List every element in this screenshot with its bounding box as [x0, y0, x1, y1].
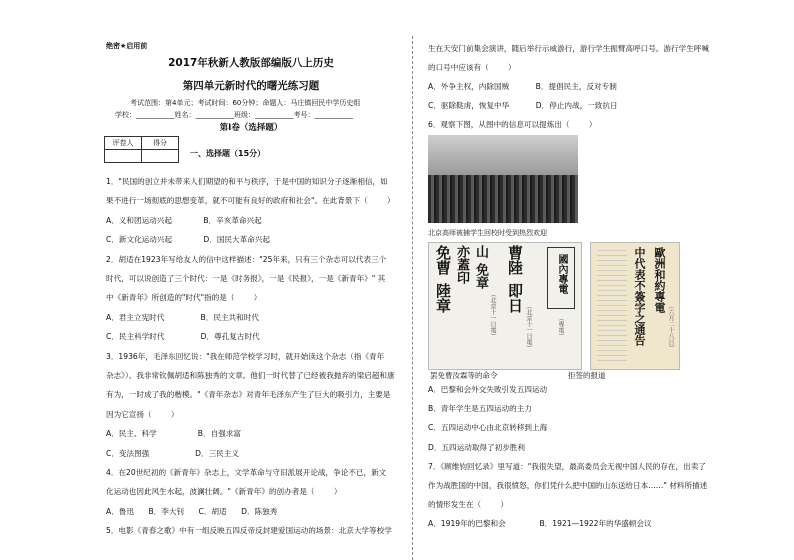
text-line: 时代，可以说创造了三个时代：一是《时务报》，一是《民报》，一是《新青年》" 其: [106, 274, 386, 283]
telegram-col4: 曹陸: [506, 245, 524, 275]
page-subtitle: 第四单元新时代的曙光练习题: [182, 80, 320, 92]
telegram-col1b: 陸章: [434, 283, 452, 313]
newspaper-headline: 中代表不簽字之通告: [633, 247, 646, 346]
text-line: 作为战胜国的中国，我很愤怒，你们凭什么把中国的山东送给日本……" 材料所描述: [428, 481, 708, 490]
telegram-col3b: 免章: [473, 263, 488, 289]
text-line: 4．在20世纪初的《新青年》杂志上，文学革命与守旧派展开论战，争论不已，新文: [106, 468, 387, 477]
text-line: 的情形发生在（ ）: [428, 500, 509, 510]
score-table: [104, 136, 179, 163]
text-line: 的口号中应该有（ ）: [428, 63, 516, 72]
text-line: B．青年学生是五四运动的主力: [428, 404, 532, 414]
photo-caption: 北京高师被捕学生回校时受到热烈欢迎: [428, 229, 547, 237]
text-line: 6．观察下图，从图中的信息可以提炼出（ ）: [428, 120, 597, 129]
section-heading: 一、选择题（15分）: [190, 149, 266, 158]
telegram-box-title: 國內專電: [556, 254, 567, 294]
student-info-line: 学校：___________姓名：___________班级：___________考号：___________: [115, 111, 353, 119]
right-column: [418, 0, 794, 560]
text-line: 化运动也因此风生水起，波澜壮阔。"《新青年》的创办者是（ ）: [106, 487, 342, 497]
text-line: 杂志》）。我非常钦佩胡适和陈独秀的文章。他们一时代替了已经被我抛弃的梁启超和康: [106, 371, 395, 380]
image-caption-right: 拒签的报道: [568, 371, 606, 380]
text-line: A．鲁迅 B．李大钊 C．胡适 D．陈独秀: [106, 506, 278, 516]
telegram-note-3: （專電）: [557, 315, 564, 339]
column-divider: [412, 36, 413, 560]
text-line: A．1919年的巴黎和会 B．1921—1922年的华盛顿会议: [428, 519, 652, 529]
secret-mark: 绝密★启用前: [106, 42, 148, 50]
text-line: 5．电影《青春之歌》中有一组反映五四反帝反封建爱国运动的场景：北京大学等校学: [106, 526, 392, 536]
text-line: C．变法图强 D．三民主义: [106, 448, 239, 458]
text-line: C．新文化运动兴起 D．国民大革命兴起: [106, 235, 271, 245]
score-table-cell[interactable]: [105, 150, 142, 163]
text-line: C．驱除鞑虏，恢复中华 D．停止内战，一致抗日: [428, 101, 618, 110]
text-line: 2．胡适在1923年写给友人的信中这样描述："25年来，只有三个杂志可以代表三个: [106, 254, 387, 264]
image-caption-left: 罢免曹汝霖等的命令: [430, 371, 498, 380]
telegram-note-1: （北京十一日電）: [489, 291, 496, 339]
telegram-image: [428, 242, 582, 370]
newspaper-subhead: 歐洲和約專電: [653, 247, 666, 313]
newspaper-image: [590, 242, 680, 370]
text-line: A．民主、科学 B．自强求富: [106, 429, 241, 439]
exam-info: 考试范围：第4单元；考试时间：60分钟；命题人：马庄镇回民中学历史组: [130, 99, 361, 107]
score-table-score: 得分: [142, 137, 179, 150]
text-line: D．五四运动取得了初步胜利: [428, 442, 525, 452]
telegram-note-2: （北京十一日電）: [525, 303, 532, 351]
score-table-grader: 评卷人: [105, 137, 142, 150]
text-line: A．君主立宪时代 B．民主共和时代: [106, 312, 259, 322]
text-line: 3．1936年，毛泽东回忆说："我在师范学校学习时，就开始读这个杂志（指《青年: [106, 351, 385, 361]
volume-heading: 第I卷（选择题）: [219, 123, 283, 133]
text-line: 7．《顾维钧回忆录》里写道："我很失望，最高委员会无视中国人民的存在，出卖了: [428, 461, 706, 471]
telegram-col2: 亦蓋印: [454, 245, 469, 284]
text-line: A．外争主权，内除国贼 B．提倡民主，反对专制: [428, 82, 617, 91]
text-line: 1．"民国的创立并未带来人们期望的和平与秩序，于是中国的知识分子逐渐相信，如: [106, 177, 388, 186]
score-table-cell[interactable]: [142, 150, 179, 163]
telegram-col1: 免曹: [434, 245, 452, 275]
newspaper-date: （六月二十八日）: [667, 303, 674, 351]
text-line: 有为，一时成了我的楷模。"《青年杂志》对青年毛泽东产生了巨大的吸引力，主要是: [106, 390, 391, 400]
text-line: 中《新青年》所创造的"时代"指的是（ ）: [106, 293, 262, 303]
text-line: A．巴黎和会外交失败引发五四运动: [428, 385, 548, 394]
text-line: 果不进行一场彻底的思想变革，就不可能有良好的政府和社会"。在此背景下（ ）: [106, 196, 395, 206]
page-title: 2017年秋新人教版部编版八上历史: [168, 57, 334, 69]
text-line: A．义和团运动兴起 B．辛亥革命兴起: [106, 215, 262, 225]
historical-photo: [428, 135, 578, 223]
text-line: 因为它宣扬（ ）: [106, 409, 179, 419]
text-line: C．五四运动中心由北京转移到上海: [428, 423, 548, 433]
text-line: C．民主科学时代 D．尊孔复古时代: [106, 332, 260, 342]
telegram-col4b: 即日: [506, 283, 524, 313]
telegram-title-box: [547, 247, 575, 309]
text-line: 生在天安门前集会演讲，随后举行示威游行，游行学生振臂高呼口号。游行学生呼喊: [428, 44, 709, 53]
telegram-col3: 山: [473, 245, 488, 258]
